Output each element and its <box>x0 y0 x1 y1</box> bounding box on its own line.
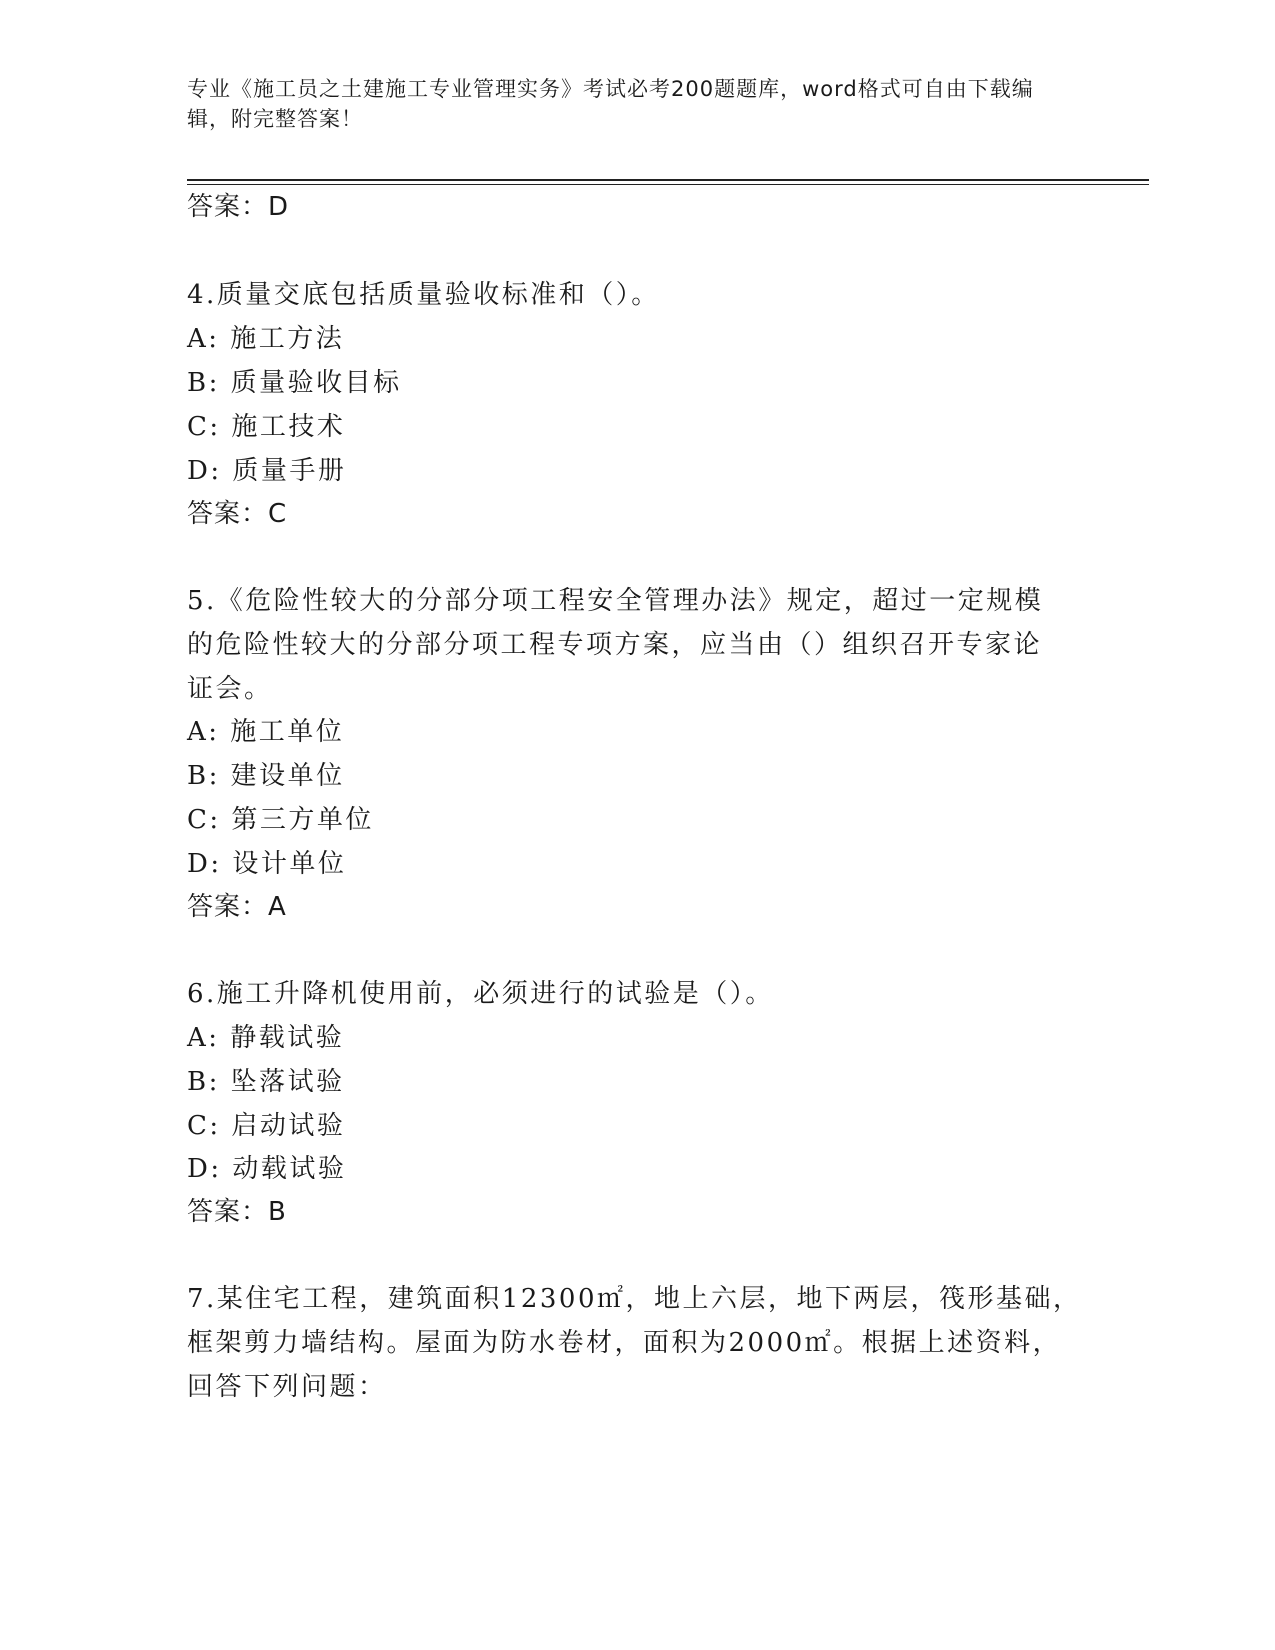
answer-q6: 答案：B <box>187 1197 287 1227</box>
question-7-line-1: 7.某住宅工程，建筑面积12300㎡，地上六层，地下两层，筏形基础， <box>187 1284 1082 1314</box>
question-7-line-3: 回答下列问题： <box>187 1372 387 1402</box>
header-rule-thin <box>187 184 1149 185</box>
question-4-text: 4.质量交底包括质量验收标准和（）。 <box>187 280 660 310</box>
answer-q4: 答案：C <box>187 499 288 529</box>
question-5-line-1: 5.《危险性较大的分部分项工程安全管理办法》规定，超过一定规模 <box>187 586 1044 616</box>
question-5-option-c: C: 第三方单位 <box>187 805 374 835</box>
document-header: 专业《施工员之土建施工专业管理实务》考试必考200题题库，word格式可自由下载编辑，附完整答案！ <box>187 77 1034 131</box>
question-6-option-c: C: 启动试验 <box>187 1111 346 1141</box>
question-4-option-b: B: 质量验收目标 <box>187 368 402 398</box>
question-4-option-a: A: 施工方法 <box>187 324 345 354</box>
question-7-line-2: 框架剪力墙结构。屋面为防水卷材，面积为2000㎡。根据上述资料， <box>187 1328 1062 1358</box>
question-5-line-3: 证会。 <box>187 674 273 704</box>
question-5-option-b: B: 建设单位 <box>187 761 345 791</box>
question-6-option-b: B: 坠落试验 <box>187 1067 345 1097</box>
question-6-option-d: D: 动载试验 <box>187 1154 347 1184</box>
question-5-line-2: 的危险性较大的分部分项工程专项方案，应当由（）组织召开专家论 <box>187 630 1043 660</box>
question-4-option-c: C: 施工技术 <box>187 412 346 442</box>
question-4-option-d: D: 质量手册 <box>187 456 347 486</box>
header-rule-thick <box>187 179 1149 181</box>
question-5-option-a: A: 施工单位 <box>187 717 345 747</box>
question-5-option-d: D: 设计单位 <box>187 849 347 879</box>
question-6-text: 6.施工升降机使用前，必须进行的试验是（）。 <box>187 979 774 1009</box>
question-6-option-a: A: 静载试验 <box>187 1023 345 1053</box>
answer-q3: 答案：D <box>187 192 290 222</box>
answer-q5: 答案：A <box>187 892 287 922</box>
